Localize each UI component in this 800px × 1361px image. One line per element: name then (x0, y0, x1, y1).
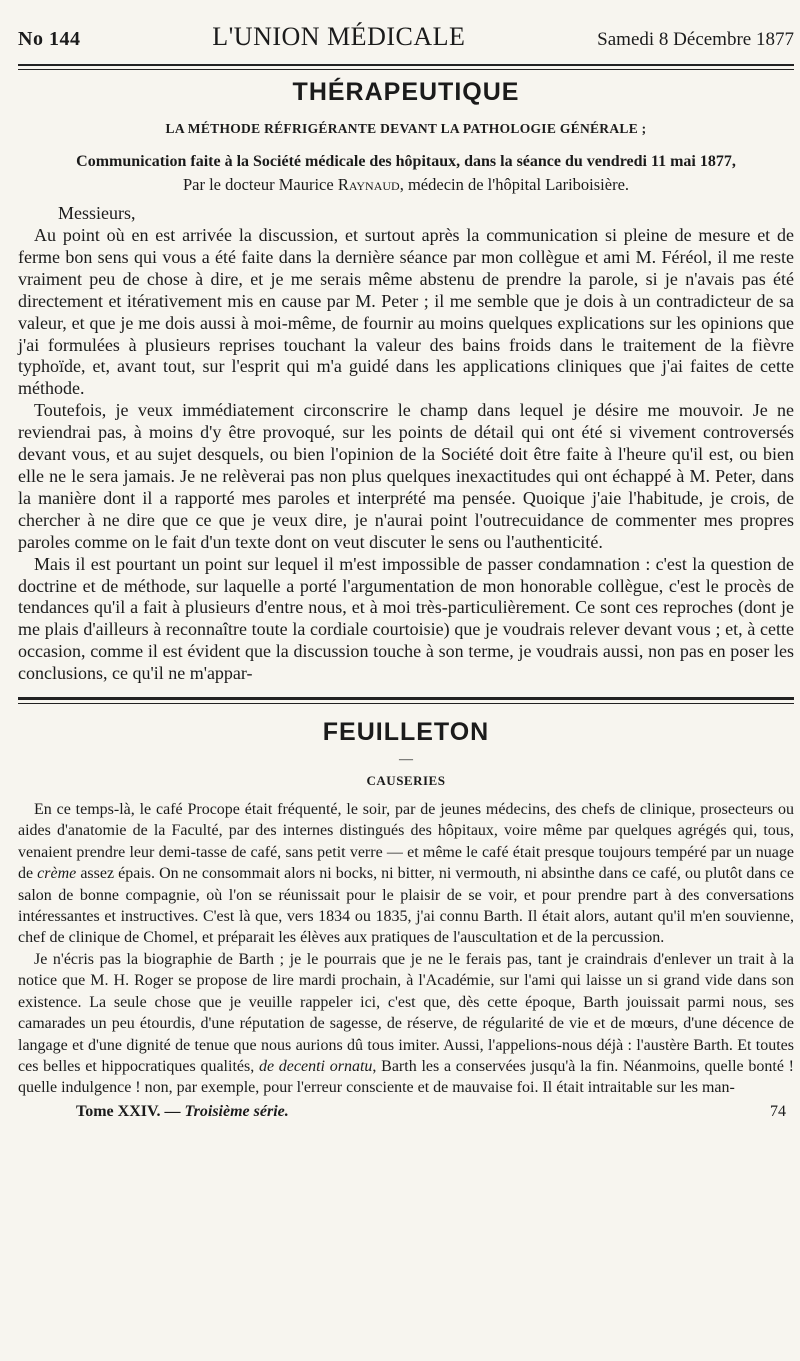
newspaper-page (18, 22, 794, 1121)
volume-info (76, 1103, 289, 1121)
tome-label: Tome XXIV. — (76, 1102, 181, 1120)
header-rule (18, 64, 794, 66)
issue-number: No 144 (18, 28, 81, 50)
article-paragraph: Toutefois, je veux immédiatement circonscrire le champ dans lequel je désire me mouvoir. Je ne reviendrai pas, à moins d'y être provoqué, sur les points de détail qui ont été si vivement controversés devant vous, et au sujet desquels, ou bien l'opinion de la Société doit être faite à l'heure qu'il est, ou bien elle ne le sera jamais. Je ne relèverai pas non plus quelques inexactitudes qui ont échappé à M. Peter, dans la manière dont il a rapporté mes paroles et interprété ma pensée. Quoique j'aie l'habitude, je crois, de chercher à ne dire que ce que je veux dire, je n'aurai point l'outrecuidance de commenter mes propres paroles comme on le fait d'un texte dont on veut discuter le sens ou l'authenticité. (18, 400, 794, 552)
series-label: Troisième série. (184, 1102, 289, 1120)
text-run: assez épais. On ne consommait alors ni bocks, ni bitter, ni vermouth, ni absinthe dans ce café, ou plutôt dans ce salon de bonne compagnie, où l'on se réunissait pour le plaisir de se voir, et pour prendre part à des conversations intéressantes et instructives. C'est là que, vers 1834 ou 1835, j'ai connu Barth. Il était alors, autant qu'il m'en souvienne, chef de clinique de Chomel, et préparait les élèves aux pratiques de l'auscultation et de la percussion. (18, 865, 794, 947)
communication-note: Communication faite à la Société médicale des hôpitaux, dans la séance du vendredi 11 mai 1877, (76, 153, 736, 170)
header-rule-thin (18, 69, 794, 70)
running-head (18, 22, 794, 62)
italic-text: de decenti ornatu (258, 1057, 373, 1075)
section-title-therapeutique: THÉRAPEUTIQUE (292, 78, 520, 106)
author-suffix: , médecin de l'hôpital Lariboisière. (399, 175, 630, 194)
author-prefix: Par le docteur Maurice (182, 175, 334, 194)
article-paragraph: Au point où en est arrivée la discussion, et surtout après la communication si pleine de mesure et de ferme bon sens qui vous a été faite dans la dernière séance par mon collègue et ami M. Féréol, il me reste vraiment peu de chose à dire, et je me serais même abstenu de prendre la parole, si je n'avais pas été directement et itérativement mis en cause par M. Peter ; il me semble que je dois à un contradicteur de sa valeur, et que je me dois aussi à moi-même, de fournir au moins quelques explications sur les opinions que j'ai formulées à plusieurs reprises touchant la valeur des bains froids dans le traitement de la fièvre typhoïde, et, avant tout, sur l'esprit qui m'a guidé dans les applications cliniques que j'ai faites de cette méthode. (18, 225, 794, 399)
italic-text: crème (37, 865, 77, 883)
page-number: 74 (770, 1102, 786, 1120)
feuilleton-paragraph (18, 949, 794, 1099)
salutation: Messieurs, (58, 203, 136, 223)
text-run: , Barth les a conservées jusqu'à la fin. Néanmoins, quelle bonté ! quelle indulgence ! non, par exemple, pour l'erreur consciente et de mauvaise foi. Il était intraitable sur les man- (18, 1057, 794, 1097)
feuilleton-separator-thin (18, 703, 794, 704)
text-run: En ce temps-là, le café Procope était fréquenté, le soir, par de jeunes médecins, des chefs de clinique, prosecteurs ou aides d'anatomie de la Faculté, par des internes distingués des hôpitaux, voire même par quelques agrégés qui, tous, venaient prendre leur demi-tasse de café, sans petit verre — et même le café était presque toujours tempéré par un nuage de (18, 801, 794, 883)
text-run: Je n'écris pas la biographie de Barth ; je le pourrais que je ne le ferais pas, tant je craindrais d'enlever un trait à la notice que M. H. Roger se propose de lire mardi prochain, à l'Académie, sur l'ami qui laisse un si grand vide dans son existence. La seule chose que je veuille rappeler ici, c'est que, dès cette époque, Barth jouissait parmi nous, ses camarades un peu étourdis, d'une réputation de sagesse, de réserve, de régularité de vie et de mœurs, d'une décence de langage et d'une dignité de tenue que nous aurions dû tous imiter. Aussi, l'appelions-nous déjà : l'austère Barth. Et toutes ces belles et hippocratiques qualités, (18, 950, 794, 1075)
author-name: Raynaud (337, 175, 400, 194)
author-line (18, 173, 794, 197)
article-title: LA MÉTHODE RÉFRIGÉRANTE DEVANT LA PATHOLOGIE GÉNÉRALE ; (165, 121, 647, 136)
issue-date: Samedi 8 Décembre 1877 (597, 29, 794, 50)
feuilleton-subtitle: CAUSERIES (366, 773, 446, 789)
journal-title: L'UNION MÉDICALE (212, 22, 466, 51)
section-title-feuilleton: FEUILLETON (322, 718, 490, 747)
feuilleton-paragraph (18, 799, 794, 949)
feuilleton-dash: — (399, 752, 413, 768)
page-footer (18, 1103, 794, 1121)
feuilleton-separator (18, 697, 794, 700)
article-paragraph: Mais il est pourtant un point sur lequel il m'est impossible de passer condamnation : c'est la question de doctrine et de méthode, sur laquelle a porté l'argumentation de mon honorable collègue, c'est le procès de tendances qu'il a fait à plusieurs d'entre nous, et à moi très-particulièrement. Ce sont ces reproches (dont je me plais d'ailleurs à reconnaître toute la cordiale courtoisie) que je voudrais relever devant vous ; et, à cette occasion, comme il est évident que la discussion touche à son terme, je voudrais aussi, non pas en poser les conclusions, ce qu'il ne m'appar- (18, 553, 794, 684)
